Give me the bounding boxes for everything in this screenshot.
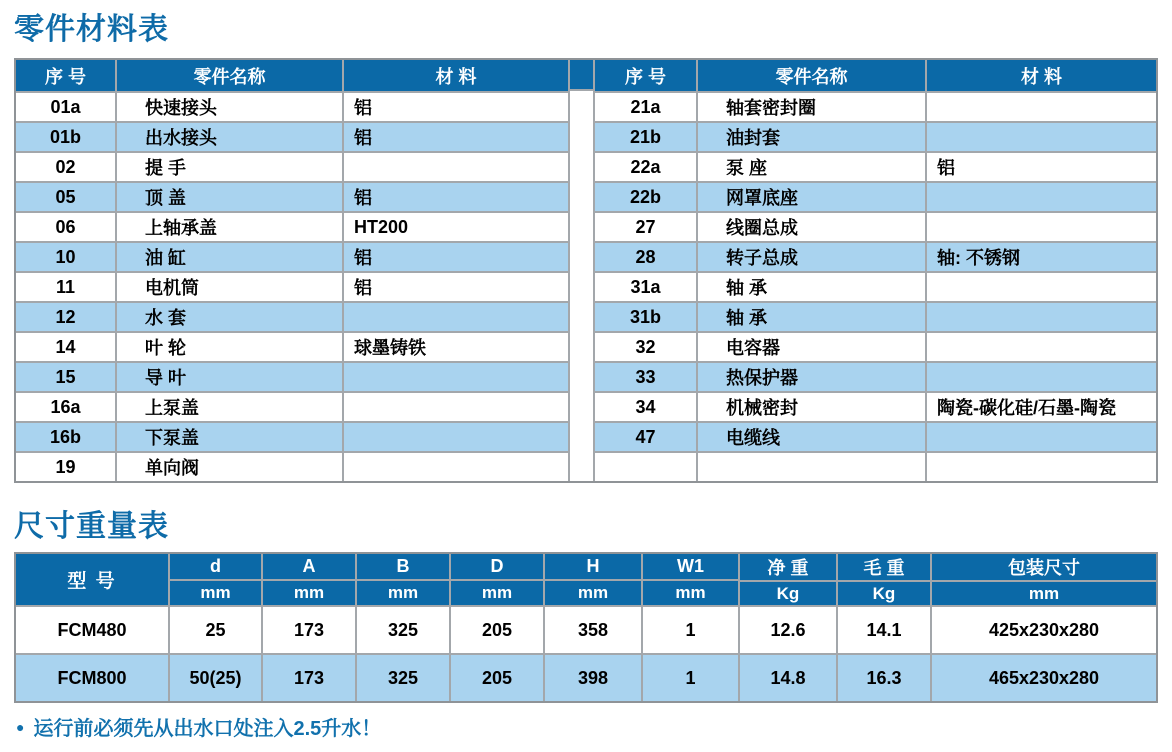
part-no: 10 xyxy=(16,243,115,271)
value-cell: 325 xyxy=(357,607,449,653)
parts-table-left xyxy=(16,60,568,481)
part-name: 线圈总成 xyxy=(698,213,925,241)
part-no: 19 xyxy=(16,453,115,481)
table-divider-column xyxy=(568,60,595,481)
part-material: 铝 xyxy=(344,93,568,121)
part-material xyxy=(344,153,568,181)
part-name: 叶 轮 xyxy=(117,333,342,361)
part-name: 电缆线 xyxy=(698,423,925,451)
part-name: 轴套密封圈 xyxy=(698,93,925,121)
part-no: 14 xyxy=(16,333,115,361)
part-no: 28 xyxy=(595,243,696,271)
size-table-title: 尺寸重量表 xyxy=(14,510,169,543)
part-no: 34 xyxy=(595,393,696,421)
part-name: 单向阀 xyxy=(117,453,342,481)
part-name: 出水接头 xyxy=(117,123,342,151)
col-unit: mm xyxy=(481,582,513,602)
col-header-material: 材 料 xyxy=(344,60,568,91)
part-no: 22b xyxy=(595,183,696,211)
part-material: 铝 xyxy=(344,243,568,271)
part-name: 转子总成 xyxy=(698,243,925,271)
col-unit: Kg xyxy=(872,583,896,603)
part-material xyxy=(344,393,568,421)
part-material xyxy=(927,183,1156,211)
part-material xyxy=(927,213,1156,241)
value-cell: 50(25) xyxy=(170,655,261,701)
part-material xyxy=(344,453,568,481)
part-material xyxy=(344,303,568,331)
col-name: D xyxy=(451,554,543,581)
col-header-gross-weight xyxy=(838,554,930,605)
value-cell: 1 xyxy=(643,607,738,653)
value-cell: 398 xyxy=(545,655,641,701)
divider-header-cell xyxy=(570,60,593,91)
part-name: 轴 承 xyxy=(698,273,925,301)
col-header-d xyxy=(170,554,261,605)
value-cell: 16.3 xyxy=(838,655,930,701)
part-material xyxy=(927,273,1156,301)
col-header-material: 材 料 xyxy=(927,60,1156,91)
part-name xyxy=(698,453,925,481)
col-header-h xyxy=(545,554,641,605)
part-material: 球墨铸铁 xyxy=(344,333,568,361)
model-cell: FCM480 xyxy=(16,607,168,653)
warning-note-text: 运行前必须先从出水口处注入2.5升水！ xyxy=(33,718,382,740)
col-unit: mm xyxy=(387,582,419,602)
parts-material-table xyxy=(14,58,1158,483)
part-name: 油 缸 xyxy=(117,243,342,271)
part-name: 提 手 xyxy=(117,153,342,181)
part-name: 上泵盖 xyxy=(117,393,342,421)
part-material xyxy=(927,303,1156,331)
part-name: 热保护器 xyxy=(698,363,925,391)
col-header-name: 零件名称 xyxy=(698,60,925,91)
col-header-b xyxy=(357,554,449,605)
part-no: 05 xyxy=(16,183,115,211)
part-material: HT200 xyxy=(344,213,568,241)
value-cell: 25 xyxy=(170,607,261,653)
value-cell: 465x230x280 xyxy=(932,655,1156,701)
col-header-dd xyxy=(451,554,543,605)
part-name: 泵 座 xyxy=(698,153,925,181)
value-cell: 425x230x280 xyxy=(932,607,1156,653)
parts-table-right xyxy=(595,60,1156,481)
value-cell: 1 xyxy=(643,655,738,701)
part-name: 网罩底座 xyxy=(698,183,925,211)
part-no: 01b xyxy=(16,123,115,151)
part-no: 01a xyxy=(16,93,115,121)
col-header-model: 型 号 xyxy=(16,554,168,605)
part-material: 铝 xyxy=(927,153,1156,181)
value-cell: 205 xyxy=(451,655,543,701)
col-unit: mm xyxy=(293,582,325,602)
part-no: 12 xyxy=(16,303,115,331)
col-name: H xyxy=(545,554,641,581)
part-name: 导 叶 xyxy=(117,363,342,391)
value-cell: 173 xyxy=(263,655,355,701)
col-header-package-size xyxy=(932,554,1156,605)
part-no: 31a xyxy=(595,273,696,301)
col-unit: mm xyxy=(675,582,706,602)
col-name: B xyxy=(357,554,449,581)
part-no: 31b xyxy=(595,303,696,331)
part-name: 水 套 xyxy=(117,303,342,331)
col-header-no: 序 号 xyxy=(595,60,696,91)
value-cell: 12.6 xyxy=(740,607,836,653)
part-no: 32 xyxy=(595,333,696,361)
col-header-name: 零件名称 xyxy=(117,60,342,91)
part-material xyxy=(927,93,1156,121)
value-cell: 14.1 xyxy=(838,607,930,653)
col-name: 毛 重 xyxy=(838,554,930,582)
part-name: 电容器 xyxy=(698,333,925,361)
col-unit: mm xyxy=(1028,583,1060,603)
part-material xyxy=(927,123,1156,151)
part-material: 轴: 不锈钢 xyxy=(927,243,1156,271)
part-no: 15 xyxy=(16,363,115,391)
col-header-a xyxy=(263,554,355,605)
col-name: A xyxy=(263,554,355,581)
part-no: 21a xyxy=(595,93,696,121)
part-no: 02 xyxy=(16,153,115,181)
col-name: W1 xyxy=(643,554,738,581)
part-name: 快速接头 xyxy=(117,93,342,121)
part-no: 16b xyxy=(16,423,115,451)
col-name: 包装尺寸 xyxy=(932,554,1156,582)
part-name: 下泵盖 xyxy=(117,423,342,451)
warning-note xyxy=(16,712,381,741)
col-name: 净 重 xyxy=(740,554,836,582)
part-name: 顶 盖 xyxy=(117,183,342,211)
parts-table-title: 零件材料表 xyxy=(14,13,169,46)
part-name: 电机筒 xyxy=(117,273,342,301)
value-cell: 205 xyxy=(451,607,543,653)
part-no: 21b xyxy=(595,123,696,151)
value-cell: 14.8 xyxy=(740,655,836,701)
part-no: 47 xyxy=(595,423,696,451)
value-cell: 358 xyxy=(545,607,641,653)
part-material: 铝 xyxy=(344,273,568,301)
part-name: 轴 承 xyxy=(698,303,925,331)
col-name: d xyxy=(170,554,261,581)
size-weight-table xyxy=(14,552,1158,703)
part-material xyxy=(927,453,1156,481)
part-material xyxy=(344,363,568,391)
divider-body-cell xyxy=(570,91,593,481)
part-material xyxy=(927,363,1156,391)
part-no: 16a xyxy=(16,393,115,421)
part-no: 33 xyxy=(595,363,696,391)
col-header-no: 序 号 xyxy=(16,60,115,91)
part-name: 油封套 xyxy=(698,123,925,151)
col-unit: mm xyxy=(577,582,609,602)
part-material: 铝 xyxy=(344,183,568,211)
part-name: 机械密封 xyxy=(698,393,925,421)
part-material xyxy=(344,423,568,451)
part-material xyxy=(927,423,1156,451)
part-no: 11 xyxy=(16,273,115,301)
model-cell: FCM800 xyxy=(16,655,168,701)
col-header-w1 xyxy=(643,554,738,605)
part-no: 27 xyxy=(595,213,696,241)
col-unit: mm xyxy=(200,582,231,602)
part-material xyxy=(927,333,1156,361)
col-header-net-weight xyxy=(740,554,836,605)
bullet-icon: ● xyxy=(16,718,25,735)
col-unit: Kg xyxy=(776,583,800,603)
part-material: 陶瓷-碳化硅/石墨-陶瓷 xyxy=(927,393,1156,421)
part-no: 06 xyxy=(16,213,115,241)
part-no xyxy=(595,453,696,481)
part-no: 22a xyxy=(595,153,696,181)
part-name: 上轴承盖 xyxy=(117,213,342,241)
value-cell: 325 xyxy=(357,655,449,701)
part-material: 铝 xyxy=(344,123,568,151)
value-cell: 173 xyxy=(263,607,355,653)
